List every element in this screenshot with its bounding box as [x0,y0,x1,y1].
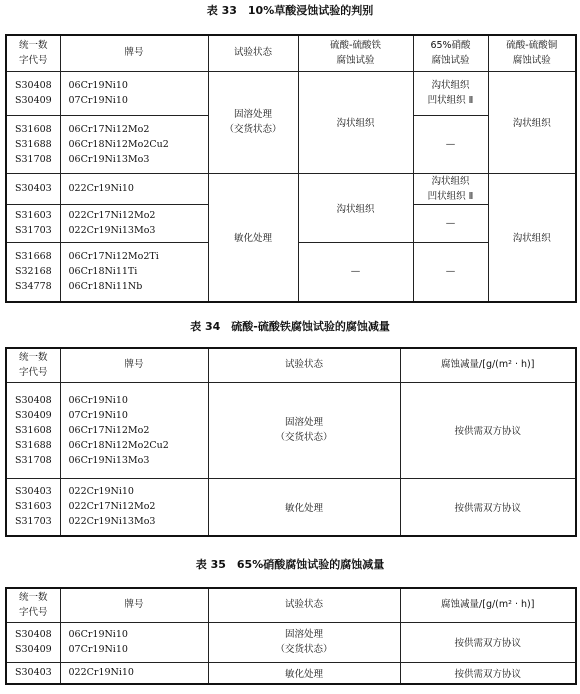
grade-cell: 06Cr19Ni10 07Cr19Ni10 [60,622,208,662]
code-cell: S30408 S30409 [6,622,60,662]
header-state: 试验状态 [208,348,400,382]
dash-cell: — [413,115,488,173]
table35-header-row [6,588,576,622]
header-code: 统一数 字代号 [6,35,60,71]
grade-cell: 06Cr19Ni10 07Cr19Ni10 [60,71,208,115]
table33-header-row [6,35,576,71]
grade-cell: 022Cr19Ni10 [60,173,208,204]
header-grade: 牌号 [60,348,208,382]
state-cell: 固溶处理 （交货状态） [208,382,400,478]
table-row [6,71,576,115]
dash-cell: — [413,242,488,302]
header-sulfate-copper: 硫酸-硫酸铜 腐蚀试验 [488,35,576,71]
code-cell: S31603 S31703 [6,204,60,242]
result-cell: 沟状组织 凹状组织 Ⅱ [413,71,488,115]
result-cell: 沟状组织 [298,71,413,173]
header-corrosion-loss: 腐蚀减量/[g/(m² · h)] [400,348,576,382]
grade-cell: 022Cr17Ni12Mo2 022Cr19Ni13Mo3 [60,204,208,242]
header-code: 统一数 字代号 [6,588,60,622]
code-cell: S31608 S31688 S31708 [6,115,60,173]
grade-cell: 06Cr19Ni10 07Cr19Ni10 06Cr17Ni12Mo2 06Cr18Ni12Mo2Cu2 06Cr19Ni13Mo3 [60,382,208,478]
header-state: 试验状态 [208,588,400,622]
table-row [6,173,576,204]
loss-cell: 按供需双方协议 [400,662,576,684]
state-cell: 敏化处理 [208,662,400,684]
table33 [5,34,577,303]
header-state: 试验状态 [208,35,298,71]
grade-cell: 06Cr17Ni12Mo2 06Cr18Ni12Mo2Cu2 06Cr19Ni13Mo3 [60,115,208,173]
table34 [5,347,577,537]
grade-cell: 022Cr19Ni10 022Cr17Ni12Mo2 022Cr19Ni13Mo3 [60,478,208,536]
table34-header-row [6,348,576,382]
grade-cell: 022Cr19Ni10 [60,662,208,684]
header-code: 统一数 字代号 [6,348,60,382]
table33-caption: 表 33 10%草酸浸蚀试验的判别 [206,4,374,17]
loss-cell: 按供需双方协议 [400,622,576,662]
table-row [6,478,576,536]
header-sulfate-ferric: 硫酸-硫酸铁 腐蚀试验 [298,35,413,71]
code-cell: S30403 S31603 S31703 [6,478,60,536]
header-corrosion-loss: 腐蚀减量/[g/(m² · h)] [400,588,576,622]
table34-caption: 表 34 硫酸-硫酸铁腐蚀试验的腐蚀减量 [190,320,390,333]
result-cell: 沟状组织 凹状组织 Ⅱ [413,173,488,204]
table35-caption: 表 35 65%硝酸腐蚀试验的腐蚀减量 [195,558,385,571]
code-cell: S31668 S32168 S34778 [6,242,60,302]
dash-cell: — [413,204,488,242]
table35 [5,587,577,685]
grade-cell: 06Cr17Ni12Mo2Ti 06Cr18Ni11Ti 06Cr18Ni11Nb [60,242,208,302]
header-nitric: 65%硝酸 腐蚀试验 [413,35,488,71]
dash-cell: — [298,242,413,302]
state-cell: 固溶处理 （交货状态） [208,622,400,662]
code-cell: S30403 [6,173,60,204]
header-grade: 牌号 [60,588,208,622]
code-cell: S30408 S30409 [6,71,60,115]
state-cell-sensitized: 敏化处理 [208,173,298,302]
code-cell: S30408 S30409 S31608 S31688 S31708 [6,382,60,478]
state-cell: 敏化处理 [208,478,400,536]
loss-cell: 按供需双方协议 [400,382,576,478]
header-grade: 牌号 [60,35,208,71]
result-cell: 沟状组织 [488,71,576,173]
result-cell: 沟状组织 [298,173,413,242]
table-row [6,622,576,662]
result-cell: 沟状组织 [488,173,576,302]
table-row [6,662,576,684]
state-cell-solution: 固溶处理 （交货状态） [208,71,298,173]
code-cell: S30403 [6,662,60,684]
table-row [6,382,576,478]
loss-cell: 按供需双方协议 [400,478,576,536]
